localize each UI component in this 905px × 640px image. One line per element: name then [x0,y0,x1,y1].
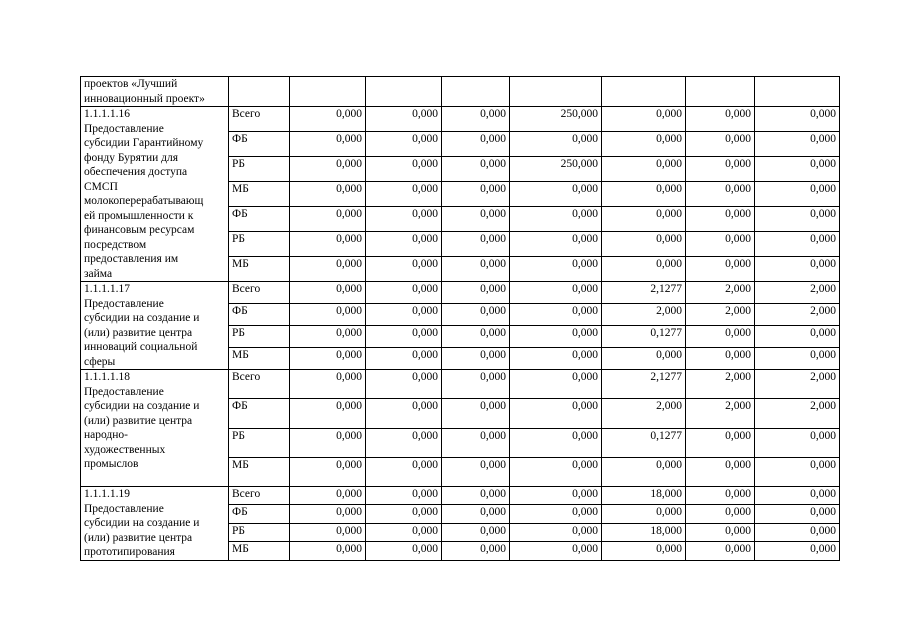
amount-cell: 0,000 [290,157,366,182]
amount-cell: 0,000 [290,428,366,457]
funding-source: РБ [229,326,290,348]
empty-cell [229,77,290,107]
amount-cell: 0,000 [442,428,510,457]
funding-source: РБ [229,232,290,257]
amount-cell: 2,000 [686,399,755,428]
description-line: прототипирования [84,546,175,558]
activity-description [81,282,229,370]
activity-description [81,370,229,487]
amount-cell: 0,000 [755,487,840,505]
funding-source: Всего [229,370,290,399]
amount-cell: 0,000 [366,542,442,560]
activity-id: 1.1.1.1.19 [84,488,130,500]
amount-cell: 0,000 [510,257,602,282]
amount-cell: 2,000 [602,399,686,428]
amount-cell: 0,000 [510,399,602,428]
amount-cell: 0,000 [510,457,602,486]
funding-source: РБ [229,157,290,182]
amount-cell: 0,000 [510,207,602,232]
amount-cell: 0,000 [755,182,840,207]
amount-cell: 0,000 [602,457,686,486]
description-line: Предоставление [84,502,164,515]
description-line: субсидии на создание и [84,517,200,529]
amount-cell: 0,000 [366,370,442,399]
amount-cell: 2,000 [755,399,840,428]
funding-source: ФБ [229,207,290,232]
description-line: финансовым ресурсам [84,224,195,236]
amount-cell: 2,1277 [602,282,686,304]
amount-cell: 0,000 [510,232,602,257]
amount-cell: 0,000 [290,282,366,304]
amount-cell: 0,000 [366,505,442,523]
amount-cell: 0,000 [686,457,755,486]
amount-cell: 0,000 [686,132,755,157]
amount-cell: 2,000 [755,282,840,304]
amount-cell: 0,000 [686,157,755,182]
funding-source: ФБ [229,505,290,523]
funding-source: ФБ [229,132,290,157]
amount-cell: 2,000 [686,304,755,326]
amount-cell: 0,000 [290,542,366,560]
amount-cell: 0,000 [755,348,840,370]
amount-cell: 0,000 [290,370,366,399]
amount-cell: 0,000 [366,428,442,457]
table-row [81,370,840,399]
amount-cell: 0,000 [755,207,840,232]
amount-cell: 0,000 [510,523,602,541]
amount-cell: 0,000 [755,232,840,257]
amount-cell: 0,000 [602,505,686,523]
amount-cell: 0,000 [510,132,602,157]
amount-cell: 0,000 [686,182,755,207]
description-line: предоставления им [84,253,179,265]
amount-cell: 0,000 [686,232,755,257]
description-line: ей промышленности к [84,209,194,222]
amount-cell: 0,000 [755,157,840,182]
description-line: инноваций социальной [84,341,198,353]
empty-cell [602,77,686,107]
funding-source: МБ [229,257,290,282]
amount-cell: 0,1277 [602,428,686,457]
amount-cell: 0,000 [686,348,755,370]
amount-cell: 0,000 [602,542,686,560]
description-line: фонду Бурятии для [84,151,179,164]
empty-cell [755,77,840,107]
amount-cell: 0,000 [290,207,366,232]
amount-cell: 0,000 [686,326,755,348]
amount-cell: 0,000 [602,207,686,232]
amount-cell: 0,000 [290,326,366,348]
amount-cell: 0,000 [290,182,366,207]
amount-cell: 0,000 [290,505,366,523]
amount-cell: 0,000 [366,282,442,304]
description-line: молокоперерабатывающ [84,195,204,207]
activity-description [81,487,229,561]
amount-cell: 0,000 [442,107,510,132]
amount-cell: 0,000 [602,182,686,207]
amount-cell: 0,000 [290,232,366,257]
amount-cell: 0,000 [510,428,602,457]
amount-cell: 0,000 [366,157,442,182]
description-line: (или) развитие центра [84,531,193,544]
description-line: (или) развитие центра [84,326,193,339]
amount-cell: 2,000 [755,370,840,399]
amount-cell: 0,000 [510,542,602,560]
amount-cell: 0,000 [686,207,755,232]
amount-cell: 0,000 [686,428,755,457]
amount-cell: 0,000 [366,487,442,505]
amount-cell: 0,000 [290,457,366,486]
activity-description [81,77,229,107]
activity-id: 1.1.1.1.16 [84,108,130,120]
description-line: инновационный проект» [84,92,205,105]
description-line: посредством [84,238,147,251]
description-line: СМСП [84,180,118,193]
amount-cell: 0,000 [442,370,510,399]
description-line: (или) развитие центра [84,414,193,427]
amount-cell: 0,000 [442,523,510,541]
amount-cell: 0,000 [755,257,840,282]
amount-cell: 0,000 [686,542,755,560]
amount-cell: 0,000 [686,505,755,523]
amount-cell: 0,000 [366,304,442,326]
table-body [81,107,840,561]
amount-cell: 18,000 [602,523,686,541]
amount-cell: 0,000 [366,457,442,486]
amount-cell: 0,000 [755,457,840,486]
amount-cell: 0,000 [442,542,510,560]
amount-cell: 0,000 [442,505,510,523]
amount-cell: 0,000 [602,132,686,157]
amount-cell: 0,000 [442,232,510,257]
table-row [81,282,840,304]
amount-cell: 0,000 [290,107,366,132]
amount-cell: 0,000 [510,326,602,348]
amount-cell: 0,000 [602,257,686,282]
budget-table [80,76,840,561]
amount-cell: 0,000 [510,282,602,304]
amount-cell: 0,000 [366,132,442,157]
amount-cell: 0,000 [442,157,510,182]
amount-cell: 0,000 [755,523,840,541]
amount-cell: 0,000 [366,207,442,232]
amount-cell: 0,000 [442,257,510,282]
amount-cell: 0,000 [755,428,840,457]
funding-source: РБ [229,523,290,541]
amount-cell: 250,000 [510,107,602,132]
amount-cell: 0,000 [442,304,510,326]
description-line: промыслов [84,458,139,470]
funding-source: МБ [229,348,290,370]
amount-cell: 0,000 [366,348,442,370]
funding-source: Всего [229,282,290,304]
amount-cell: 0,000 [755,326,840,348]
amount-cell: 0,000 [686,487,755,505]
table-row-continuation [81,77,840,107]
amount-cell: 0,000 [686,523,755,541]
blank-line [84,472,225,487]
amount-cell: 0,000 [686,107,755,132]
amount-cell: 0,000 [366,399,442,428]
empty-cell [686,77,755,107]
funding-source: ФБ [229,304,290,326]
amount-cell: 0,000 [510,348,602,370]
amount-cell: 0,000 [755,132,840,157]
description-line: сферы [84,355,116,368]
amount-cell: 2,000 [686,370,755,399]
amount-cell: 0,000 [290,257,366,282]
amount-cell: 0,000 [366,326,442,348]
activity-id: 1.1.1.1.17 [84,283,130,295]
amount-cell: 0,1277 [602,326,686,348]
amount-cell: 0,000 [602,107,686,132]
amount-cell: 0,000 [290,304,366,326]
activity-description [81,107,229,282]
amount-cell: 0,000 [442,132,510,157]
amount-cell: 0,000 [510,182,602,207]
amount-cell: 0,000 [510,505,602,523]
funding-source: Всего [229,107,290,132]
description-line: народно- [84,429,129,441]
amount-cell: 0,000 [442,457,510,486]
amount-cell: 0,000 [290,399,366,428]
amount-cell: 0,000 [366,232,442,257]
amount-cell: 0,000 [366,107,442,132]
description-line: займа [84,267,113,280]
amount-cell: 0,000 [290,348,366,370]
amount-cell: 0,000 [442,182,510,207]
amount-cell: 0,000 [366,257,442,282]
amount-cell: 0,000 [510,487,602,505]
amount-cell: 0,000 [290,132,366,157]
funding-source: Всего [229,487,290,505]
amount-cell: 0,000 [442,487,510,505]
description-line: субсидии на создание и [84,400,200,412]
table-row [81,107,840,132]
amount-cell: 0,000 [755,542,840,560]
empty-cell [510,77,602,107]
amount-cell: 0,000 [755,505,840,523]
amount-cell: 18,000 [602,487,686,505]
amount-cell: 2,000 [602,304,686,326]
amount-cell: 0,000 [442,207,510,232]
funding-source: РБ [229,428,290,457]
amount-cell: 0,000 [290,487,366,505]
amount-cell: 0,000 [602,232,686,257]
description-line: Предоставление [84,122,164,135]
amount-cell: 0,000 [442,282,510,304]
funding-source: МБ [229,182,290,207]
amount-cell: 2,000 [755,304,840,326]
description-line: художественных [84,443,166,456]
amount-cell: 0,000 [442,399,510,428]
amount-cell: 0,000 [602,348,686,370]
amount-cell: 2,000 [686,282,755,304]
amount-cell: 0,000 [442,326,510,348]
funding-source: МБ [229,457,290,486]
description-line: Предоставление [84,297,164,310]
amount-cell: 0,000 [366,182,442,207]
activity-id: 1.1.1.1.18 [84,371,130,383]
amount-cell: 0,000 [290,523,366,541]
amount-cell: 0,000 [366,523,442,541]
description-line: субсидии Гарантийному [84,137,204,149]
empty-cell [290,77,366,107]
description-line: проектов «Лучший [84,78,178,90]
description-line: обеспечения доступа [84,166,188,178]
table-row [81,487,840,505]
amount-cell: 0,000 [686,257,755,282]
empty-cell [366,77,442,107]
amount-cell: 0,000 [510,304,602,326]
funding-source: МБ [229,542,290,560]
amount-cell: 250,000 [510,157,602,182]
description-line: субсидии на создание и [84,312,200,324]
amount-cell: 0,000 [442,348,510,370]
empty-cell [442,77,510,107]
funding-source: ФБ [229,399,290,428]
amount-cell: 2,1277 [602,370,686,399]
amount-cell: 0,000 [510,370,602,399]
description-line: Предоставление [84,385,164,398]
amount-cell: 0,000 [602,157,686,182]
amount-cell: 0,000 [755,107,840,132]
